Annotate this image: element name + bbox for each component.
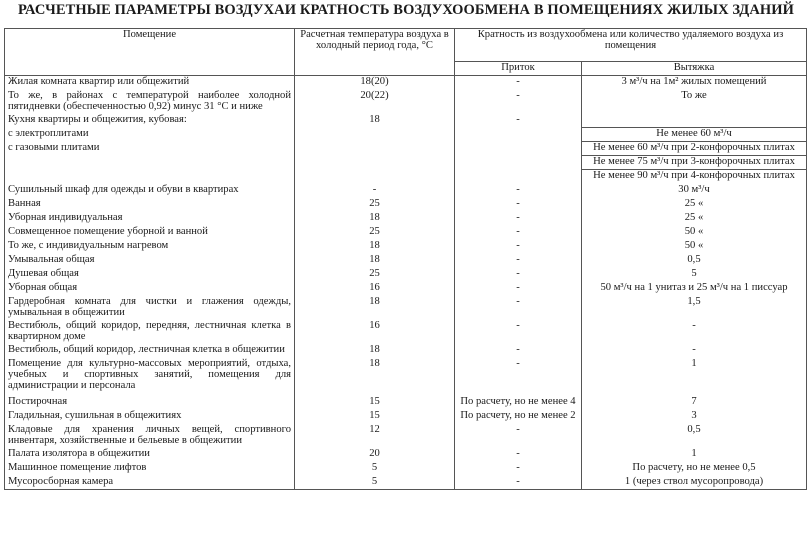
cell-room: Умывальная общая: [5, 254, 295, 268]
cell-inflow: -: [455, 296, 582, 320]
cell-exhaust: 50 «: [582, 226, 807, 240]
cell-exhaust: -: [582, 320, 807, 344]
cell-inflow: -: [455, 254, 582, 268]
cell-inflow: -: [455, 320, 582, 344]
cell-exhaust: 3 м³/ч на 1м² жилых помещений: [582, 76, 807, 90]
table-row: [5, 476, 807, 490]
cell-inflow: -: [455, 448, 582, 462]
cell-temp: 25: [295, 198, 455, 212]
cell-room: Совмещенное помещение уборной и ванной: [5, 226, 295, 240]
header-inflow: Приток: [455, 62, 582, 76]
cell-exhaust: По расчету, но не менее 0,5: [582, 462, 807, 476]
cell-temp: 18: [295, 344, 455, 358]
table-row: [5, 358, 807, 396]
cell-exhaust: 50 «: [582, 240, 807, 254]
cell-temp: 25: [295, 268, 455, 282]
cell-temp: 20: [295, 448, 455, 462]
cell-temp: 5: [295, 476, 455, 490]
cell-room: Уборная индивидуальная: [5, 212, 295, 226]
table-row: [5, 90, 807, 114]
table-row: [5, 212, 807, 226]
cell-inflow: [455, 156, 582, 170]
cell-inflow: -: [455, 344, 582, 358]
cell-room: Постирочная: [5, 396, 295, 410]
table-row: [5, 448, 807, 462]
cell-exhaust: 1: [582, 448, 807, 462]
cell-inflow: -: [455, 90, 582, 114]
cell-temp: 18: [295, 212, 455, 226]
table-row: [5, 396, 807, 410]
cell-inflow: -: [455, 424, 582, 448]
cell-temp: [295, 128, 455, 142]
header-temp: Расчетная температура воздуха в холодный период года, °С: [295, 29, 455, 76]
ventilation-table: [4, 28, 807, 490]
cell-temp: 16: [295, 282, 455, 296]
cell-room: с электроплитами: [5, 128, 295, 142]
header-exhaust: Вытяжка: [582, 62, 807, 76]
cell-room: Вестибюль, общий коридор, лестничная клетка в общежитии: [5, 344, 295, 358]
cell-room: Машинное помещение лифтов: [5, 462, 295, 476]
cell-room: Помещение для культурно-массовых мероприятий, отдыха, учебных и спортивных занятий, помещения для администрации и персонала: [5, 358, 295, 396]
cell-exhaust: 30 м³/ч: [582, 184, 807, 198]
table-row: [5, 128, 807, 142]
cell-room: Уборная общая: [5, 282, 295, 296]
table-row: [5, 240, 807, 254]
cell-inflow: -: [455, 476, 582, 490]
cell-exhaust: 0,5: [582, 254, 807, 268]
cell-room: Гладильная, сушильная в общежитиях: [5, 410, 295, 424]
table-row: [5, 462, 807, 476]
cell-inflow: -: [455, 184, 582, 198]
cell-inflow: -: [455, 358, 582, 396]
cell-temp: 18: [295, 240, 455, 254]
page-title: РАСЧЕТНЫЕ ПАРАМЕТРЫ ВОЗДУХАИ КРАТНОСТЬ ВОЗДУХООБМЕНА В ПОМЕЩЕНИЯХ ЖИЛЫХ ЗДАНИЙ: [17, 2, 795, 18]
cell-room: Сушильный шкаф для одежды и обуви в квартирах: [5, 184, 295, 198]
cell-exhaust: -: [582, 344, 807, 358]
cell-inflow: -: [455, 226, 582, 240]
cell-inflow: -: [455, 282, 582, 296]
cell-inflow: -: [455, 114, 582, 128]
cell-exhaust: 7: [582, 396, 807, 410]
cell-temp: [295, 170, 455, 184]
table-row: [5, 226, 807, 240]
cell-inflow: -: [455, 240, 582, 254]
cell-temp: 18(20): [295, 76, 455, 90]
table-row: [5, 198, 807, 212]
table-row: [5, 344, 807, 358]
cell-inflow: По расчету, но не менее 2: [455, 410, 582, 424]
cell-inflow: По расчету, но не менее 4: [455, 396, 582, 410]
cell-room: Палата изолятора в общежитии: [5, 448, 295, 462]
cell-exhaust: 1 (через ствол мусоропровода): [582, 476, 807, 490]
cell-room: Кладовые для хранения личных вещей, спортивного инвентаря, хозяйственные и бельевые в общежитии: [5, 424, 295, 448]
cell-exhaust: Не менее 75 м³/ч при 3-конфорочных плитах: [582, 156, 807, 170]
cell-inflow: [455, 142, 582, 156]
cell-temp: 18: [295, 114, 455, 128]
table-row: [5, 296, 807, 320]
cell-inflow: -: [455, 198, 582, 212]
cell-exhaust: 1: [582, 358, 807, 396]
cell-temp: 5: [295, 462, 455, 476]
cell-exhaust: Не менее 90 м³/ч при 4-конфорочных плитах: [582, 170, 807, 184]
cell-room: [5, 156, 295, 170]
cell-temp: 15: [295, 396, 455, 410]
cell-exhaust: 1,5: [582, 296, 807, 320]
table-body: [5, 76, 807, 490]
cell-room: То же, в районах с температурой наиболее холодной пятидневки (обеспеченностью 0,92) минус 31 °С и ниже: [5, 90, 295, 114]
cell-inflow: -: [455, 76, 582, 90]
header-exchange: Кратность из воздухообмена или количество удаляемого воздуха из помещения: [455, 29, 807, 62]
cell-inflow: -: [455, 212, 582, 226]
cell-temp: 25: [295, 226, 455, 240]
cell-temp: 20(22): [295, 90, 455, 114]
table-row: [5, 156, 807, 170]
cell-exhaust: То же: [582, 90, 807, 114]
cell-temp: -: [295, 184, 455, 198]
cell-room: Душевая общая: [5, 268, 295, 282]
cell-temp: 18: [295, 296, 455, 320]
table-row: [5, 184, 807, 198]
cell-exhaust: 5: [582, 268, 807, 282]
cell-exhaust: [582, 114, 807, 128]
table-row: [5, 268, 807, 282]
cell-inflow: [455, 128, 582, 142]
cell-exhaust: 3: [582, 410, 807, 424]
cell-exhaust: 50 м³/ч на 1 унитаз и 25 м³/ч на 1 писсуар: [582, 282, 807, 296]
table-row: [5, 410, 807, 424]
table-row: [5, 114, 807, 128]
table-row: [5, 282, 807, 296]
cell-room: Жилая комната квартир или общежитий: [5, 76, 295, 90]
cell-temp: 18: [295, 254, 455, 268]
cell-room: Гардеробная комната для чистки и глажения одежды, умывальная в общежитии: [5, 296, 295, 320]
table-row: [5, 320, 807, 344]
cell-temp: 16: [295, 320, 455, 344]
cell-exhaust: Не менее 60 м³/ч: [582, 128, 807, 142]
cell-inflow: -: [455, 268, 582, 282]
cell-room: с газовыми плитами: [5, 142, 295, 156]
cell-exhaust: 25 «: [582, 212, 807, 226]
cell-inflow: -: [455, 462, 582, 476]
cell-room: Кухня квартиры и общежития, кубовая:: [5, 114, 295, 128]
table-row: [5, 76, 807, 90]
cell-exhaust: 25 «: [582, 198, 807, 212]
cell-temp: [295, 142, 455, 156]
header-room: Помещение: [5, 29, 295, 76]
table-row: [5, 142, 807, 156]
table-row: [5, 424, 807, 448]
cell-room: Вестибюль, общий коридор, передняя, лестничная клетка в квартирном доме: [5, 320, 295, 344]
cell-temp: [295, 156, 455, 170]
cell-room: Ванная: [5, 198, 295, 212]
cell-room: То же, с индивидуальным нагревом: [5, 240, 295, 254]
cell-inflow: [455, 170, 582, 184]
cell-exhaust: 0,5: [582, 424, 807, 448]
cell-exhaust: Не менее 60 м³/ч при 2-конфорочных плитах: [582, 142, 807, 156]
cell-temp: 12: [295, 424, 455, 448]
cell-temp: 15: [295, 410, 455, 424]
cell-room: Мусоросборная камера: [5, 476, 295, 490]
cell-room: [5, 170, 295, 184]
table-row: [5, 254, 807, 268]
cell-temp: 18: [295, 358, 455, 396]
table-row: [5, 170, 807, 184]
